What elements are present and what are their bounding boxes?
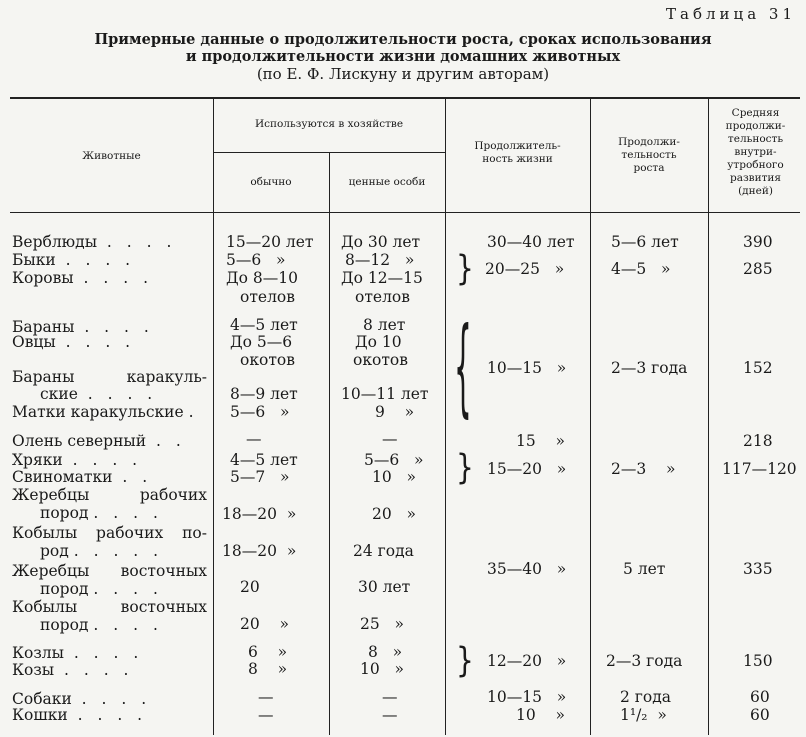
valuable-bulls: 8—12 »	[345, 251, 415, 269]
lifespan-horses: 35—40 »	[487, 560, 567, 578]
valuable-ewes-1: До 10	[355, 333, 402, 351]
header-lifespan-2: ность жизни	[482, 153, 553, 165]
growth-dogs: 2 года	[620, 688, 672, 706]
header-animals: Животные	[82, 150, 141, 162]
header-growth-1: Продолжи-	[618, 136, 680, 148]
usual-sows: 5—7 »	[230, 468, 290, 486]
col-divider-3	[445, 98, 446, 735]
valuable-east-stallions: 30 лет	[358, 578, 411, 596]
header-lifespan-1: Продолжитель-	[474, 140, 561, 152]
gestation-pigs: 117—120	[722, 460, 797, 478]
header-growth-2: тельность	[621, 149, 677, 161]
usual-cows-1: До 8—10	[226, 269, 298, 287]
animal-reindeer: Олень северный . .	[12, 432, 186, 450]
col-divider-4	[590, 98, 591, 735]
gestation-camels: 390	[743, 233, 773, 251]
valuable-boars: 5—6 »	[364, 451, 424, 469]
usual-cows-2: отелов	[240, 288, 295, 306]
growth-sheep: 2—3 года	[611, 359, 688, 377]
table-top-rule	[10, 97, 800, 99]
usual-kar-ewes: 5—6 »	[230, 403, 290, 421]
animal-work-stallions-line1: Жеребцы рабочих	[12, 486, 207, 504]
animal-east-mares-line1: Кобылы восточных	[12, 598, 207, 616]
valuable-rams: 8 лет	[363, 316, 406, 334]
header-used: Используются в хозяйстве	[254, 118, 404, 130]
brace-goat-group: }	[456, 639, 474, 681]
animal-karakul-rams-line1: Бараны каракуль-	[12, 368, 207, 386]
valuable-reindeer: —	[382, 430, 398, 448]
header-gestation-6: развития	[729, 172, 782, 184]
gestation-horses: 335	[743, 560, 773, 578]
gestation-cattle: 285	[743, 260, 773, 278]
header-gestation-2: продолжи-	[725, 120, 786, 132]
usual-goat-males: 6 »	[248, 643, 288, 661]
valuable-dogs: —	[382, 688, 398, 706]
gestation-reindeer: 218	[743, 432, 773, 450]
animal-bulls: Быки . . . .	[12, 251, 136, 269]
animal-karakul-ewes: Матки каракульские .	[12, 403, 199, 421]
animal-east-stallions-line2: пород . . . .	[40, 580, 163, 598]
growth-camels: 5—6 лет	[611, 233, 679, 251]
animal-cats: Кошки . . . .	[12, 706, 148, 724]
valuable-cows-1: До 12—15	[341, 269, 423, 287]
usual-dogs: —	[258, 688, 274, 706]
table-title-line2: и продолжительности жизни домашних животных	[185, 48, 621, 65]
valuable-goats: 10 »	[360, 660, 404, 678]
lifespan-cats: 10 »	[516, 706, 565, 724]
valuable-cats: —	[382, 706, 398, 724]
lifespan-pigs: 15—20 »	[487, 460, 567, 478]
usual-kar-rams: 8—9 лет	[230, 385, 298, 403]
gestation-goats: 150	[743, 652, 773, 670]
growth-cattle: 4—5 »	[611, 260, 671, 278]
usual-east-stallions: 20	[240, 578, 260, 596]
usual-east-mares: 20 »	[240, 615, 289, 633]
gestation-sheep: 152	[743, 359, 773, 377]
header-gestation-3: тельность	[727, 133, 784, 145]
header-growth-3: роста	[633, 162, 665, 174]
animal-east-stallions-line1: Жеребцы восточных	[12, 562, 207, 580]
valuable-work-stallions: 20 »	[372, 505, 416, 523]
growth-goats: 2—3 года	[606, 652, 683, 670]
animal-dogs: Собаки . . . .	[12, 690, 152, 708]
animal-work-mares-line1: Кобылы рабочих по-	[12, 524, 207, 542]
usual-boars: 4—5 лет	[230, 451, 298, 469]
animal-boars: Хряки . . . .	[12, 451, 143, 469]
animal-karakul-rams-line2: ские . . . .	[40, 385, 158, 403]
animal-goat-males: Козлы . . . .	[12, 644, 144, 662]
animal-east-mares-line2: пород . . . .	[40, 616, 163, 634]
lifespan-cattle: 20—25 »	[485, 260, 565, 278]
valuable-cows-2: отелов	[355, 288, 410, 306]
animal-sows: Свиноматки . .	[12, 468, 153, 486]
brace-sheep-group: {	[454, 303, 472, 429]
gestation-cats: 60	[750, 706, 770, 724]
animal-work-mares-line2: род . . . . .	[40, 542, 164, 560]
header-gestation-1: Средняя	[731, 107, 780, 119]
header-usual: обычно	[250, 176, 292, 188]
usual-ewes-2: окотов	[240, 351, 295, 369]
table-label: Таблица 31	[666, 5, 796, 23]
col-divider-1	[213, 98, 214, 735]
header-bottom-rule	[10, 212, 800, 213]
usual-work-stallions: 18—20 »	[222, 505, 297, 523]
brace-pig-group: }	[456, 446, 474, 488]
valuable-kar-rams: 10—11 лет	[341, 385, 429, 403]
table-subtitle: (по Е. Ф. Лискуну и другим авторам)	[256, 65, 550, 83]
valuable-sows: 10 »	[372, 468, 416, 486]
usual-bulls: 5—6 »	[226, 251, 286, 269]
animal-goats: Козы . . . .	[12, 661, 134, 679]
animal-ewes: Овцы . . . .	[12, 333, 136, 351]
usual-camels: 15—20 лет	[226, 233, 314, 251]
usual-reindeer: —	[246, 430, 262, 448]
animal-camels: Верблюды . . . .	[12, 233, 177, 251]
valuable-work-mares: 24 года	[353, 542, 414, 560]
valuable-ewes-2: окотов	[353, 351, 408, 369]
animal-cows: Коровы . . . .	[12, 269, 154, 287]
header-gestation-5: утробного	[727, 159, 784, 171]
animal-rams: Бараны . . . .	[12, 318, 154, 336]
gestation-dogs: 60	[750, 688, 770, 706]
usual-rams: 4—5 лет	[230, 316, 298, 334]
growth-horses: 5 лет	[623, 560, 666, 578]
header-gestation-7: (дней)	[738, 185, 773, 197]
lifespan-sheep: 10—15 »	[487, 359, 567, 377]
lifespan-camels: 30—40 лет	[487, 233, 575, 251]
valuable-camels: До 30 лет	[341, 233, 421, 251]
valuable-goat-males: 8 »	[368, 643, 403, 661]
header-valuable: ценные особи	[348, 176, 426, 188]
usual-ewes-1: До 5—6	[230, 333, 293, 351]
animal-work-stallions-line2: пород . . . .	[40, 504, 163, 522]
lifespan-reindeer: 15 »	[516, 432, 565, 450]
table-title-line1: Примерные данные о продолжительности роста, сроках использования	[94, 31, 712, 48]
brace-cattle-group: }	[456, 247, 474, 289]
col-divider-2	[329, 152, 330, 735]
growth-cats: 1¹/₂ »	[620, 706, 667, 724]
valuable-east-mares: 25 »	[360, 615, 404, 633]
valuable-kar-ewes: 9 »	[375, 403, 415, 421]
usual-cats: —	[258, 706, 274, 724]
usual-goats: 8 »	[248, 660, 288, 678]
header-gestation-4: внутри-	[734, 146, 777, 158]
lifespan-dogs: 10—15 »	[487, 688, 567, 706]
growth-pigs: 2—3 »	[611, 460, 676, 478]
lifespan-goats: 12—20 »	[487, 652, 567, 670]
usual-work-mares: 18—20 »	[222, 542, 297, 560]
